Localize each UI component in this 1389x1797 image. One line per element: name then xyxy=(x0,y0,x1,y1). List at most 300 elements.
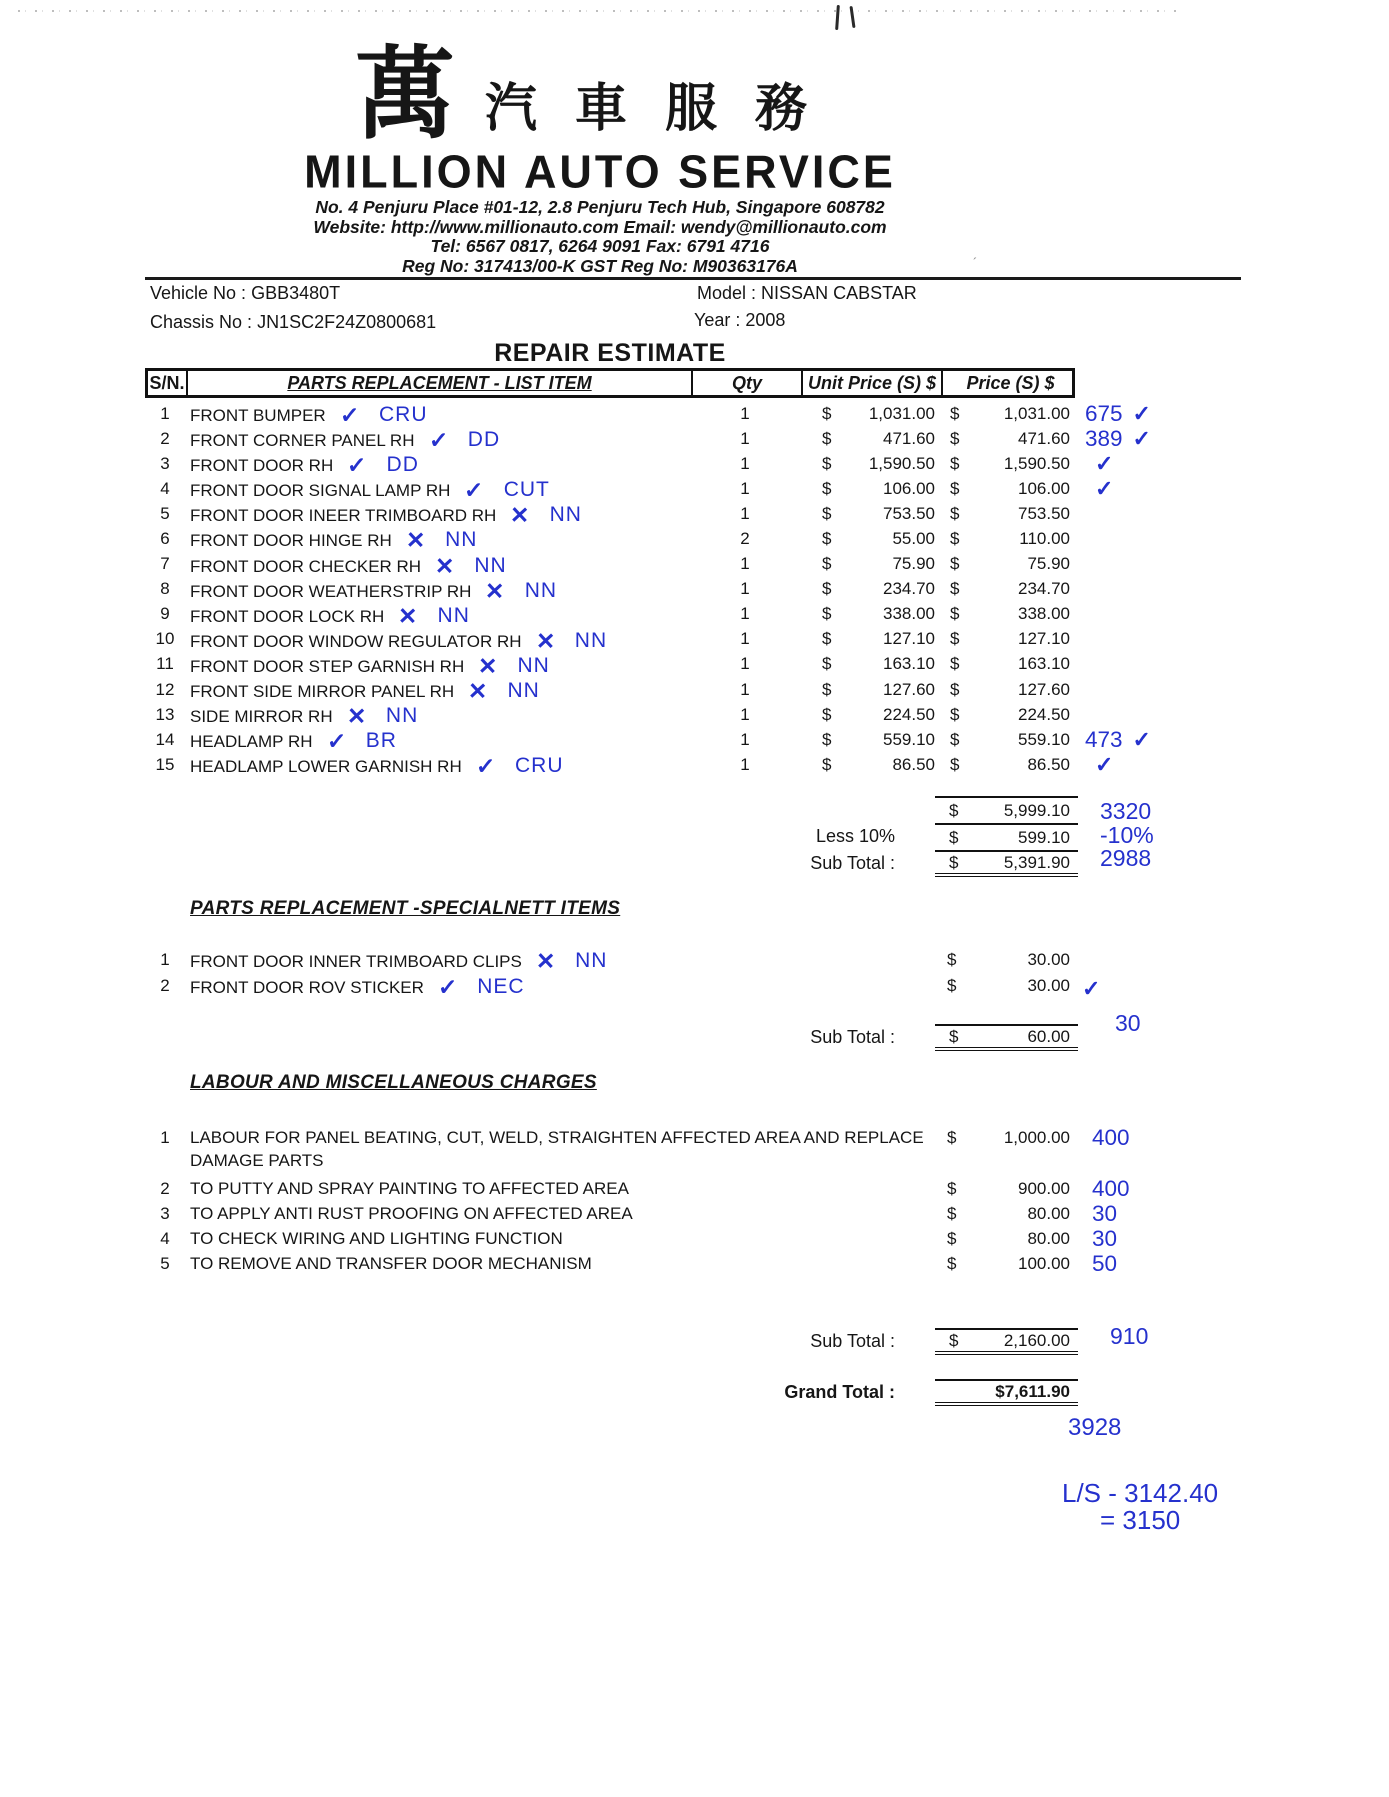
unit-price-value: 224.50 xyxy=(883,704,935,724)
less-10-box xyxy=(935,823,1078,850)
special-section-body xyxy=(145,946,1378,1001)
currency-symbol: $ xyxy=(950,604,960,624)
labour-item-row xyxy=(145,1227,1378,1252)
row-price-cell xyxy=(935,976,1078,996)
handwritten-ls-line2: = 3150 xyxy=(1100,1505,1181,1535)
handwritten-price-note xyxy=(1075,702,1378,728)
model-label: Model : xyxy=(697,283,757,303)
handwritten-damage-code: NN xyxy=(437,603,470,627)
unit-price-value: 559.10 xyxy=(883,729,935,749)
row-item-cell xyxy=(185,425,690,452)
col-header-qty: Qty xyxy=(693,371,803,395)
currency-symbol: $ xyxy=(950,528,960,548)
currency-symbol: $ xyxy=(822,478,832,498)
handwritten-mark: ✓ xyxy=(463,476,485,504)
handwritten-check: ✓ xyxy=(1132,425,1151,451)
handwritten-check: ✓ xyxy=(1095,450,1114,476)
parts-table-row xyxy=(145,400,1378,429)
row-qty: 1 xyxy=(740,704,750,724)
handwritten-damage-code: NN xyxy=(445,528,478,552)
price-value: 30.00 xyxy=(1027,975,1070,995)
row-price-cell xyxy=(935,1202,1078,1225)
row-serial: 14 xyxy=(155,729,175,749)
currency-symbol: $ xyxy=(950,729,960,749)
page-title: REPAIR ESTIMATE xyxy=(494,339,726,367)
currency-symbol: $ xyxy=(947,975,957,995)
row-qty: 1 xyxy=(740,629,750,649)
labour-section-title: LABOUR AND MISCELLANEOUS CHARGES xyxy=(190,1072,597,1093)
handwritten-adjusted-price: 400 xyxy=(1092,1125,1130,1150)
handwritten-mark: ✓ xyxy=(339,401,360,429)
handwritten-damage-code: BR xyxy=(365,729,397,753)
row-item-cell xyxy=(185,726,690,753)
handwritten-damage-code: CRU xyxy=(378,403,428,426)
handwritten-mark: ✕ xyxy=(535,947,556,975)
price-value: 471.60 xyxy=(1018,428,1070,448)
handwritten-price-note xyxy=(1075,601,1378,627)
price-value: 900.00 xyxy=(1018,1179,1070,1198)
currency-symbol: $ xyxy=(950,478,960,498)
row-serial: 13 xyxy=(155,704,175,724)
company-tel-fax: Tel: 6567 0817, 6264 9091 Fax: 6791 4716 xyxy=(430,236,770,256)
row-serial: 5 xyxy=(160,503,170,523)
handwritten-subtotal-note: 2988 xyxy=(1100,845,1152,871)
handwritten-adjusted-price: 30 xyxy=(1092,1226,1118,1251)
handwritten-mark: ✕ xyxy=(477,652,498,680)
row-unit-price-cell xyxy=(800,579,940,599)
parts-subtotal-label: Sub Total : xyxy=(810,853,895,873)
chassis-no-value: JN1SC2F24Z0800681 xyxy=(257,312,437,332)
row-qty: 1 xyxy=(740,428,750,448)
currency-symbol: $ xyxy=(822,629,832,649)
handwritten-check: ✓ xyxy=(1082,975,1101,1001)
currency-symbol: $ xyxy=(950,704,960,724)
price-value: 224.50 xyxy=(1018,704,1070,724)
handwritten-ls-calculation xyxy=(1062,1480,1218,1534)
handwritten-mark: ✕ xyxy=(397,602,419,630)
parts-subtotal-value: 5,391.90 xyxy=(1003,852,1070,872)
row-item-cell xyxy=(185,701,690,728)
item-description: FRONT SIDE MIRROR PANEL RH xyxy=(190,682,455,702)
unit-price-value: 1,590.50 xyxy=(868,453,935,473)
handwritten-price-note xyxy=(1075,476,1378,502)
row-price-cell xyxy=(940,680,1075,700)
letterhead xyxy=(150,36,1050,276)
item-description: HEADLAMP LOWER GARNISH RH xyxy=(190,757,462,777)
handwritten-check: ✓ xyxy=(1132,400,1151,426)
price-value: 559.10 xyxy=(1018,729,1070,749)
item-description: FRONT DOOR RH xyxy=(190,456,334,476)
handwritten-damage-code: DD xyxy=(386,453,419,477)
row-qty: 1 xyxy=(740,453,750,473)
row-unit-price-cell xyxy=(800,404,940,424)
handwritten-damage-code: NEC xyxy=(477,975,525,998)
parts-table-row xyxy=(145,450,1378,479)
row-serial: 3 xyxy=(160,1204,170,1223)
currency-symbol: $ xyxy=(950,679,960,699)
currency-symbol: $ xyxy=(947,1128,957,1147)
item-description: HEADLAMP RH xyxy=(190,732,313,752)
labour-item-row xyxy=(145,1202,1378,1227)
handwritten-damage-code: NN xyxy=(385,704,419,728)
special-item-row xyxy=(145,946,1378,975)
row-unit-price-cell xyxy=(800,680,940,700)
row-price-cell xyxy=(935,1177,1078,1200)
row-price-cell xyxy=(940,579,1075,599)
unit-price-value: 753.50 xyxy=(883,503,935,523)
handwritten-adjusted-price: 50 xyxy=(1092,1251,1118,1276)
vehicle-no-value: GBB3480T xyxy=(251,283,341,303)
currency-symbol: $ xyxy=(947,1179,957,1198)
item-description: FRONT CORNER PANEL RH xyxy=(190,431,415,451)
price-value: 75.90 xyxy=(1027,554,1070,574)
price-value: 86.50 xyxy=(1027,754,1070,774)
handwritten-check: ✓ xyxy=(1132,726,1151,752)
price-value: 127.60 xyxy=(1018,679,1070,699)
labour-item-row xyxy=(145,1252,1378,1277)
row-price-cell xyxy=(940,454,1075,474)
row-serial: 1 xyxy=(160,403,170,423)
price-value: 1,031.00 xyxy=(1003,403,1070,423)
parts-table-row xyxy=(145,601,1378,630)
handwritten-adjusted-price: 30 xyxy=(1092,1201,1118,1226)
handwritten-mark: ✕ xyxy=(485,577,506,604)
handwritten-damage-code: DD xyxy=(467,428,501,452)
labour-description: TO APPLY ANTI RUST PROOFING ON AFFECTED AREA xyxy=(190,1204,633,1223)
parts-table-header xyxy=(145,368,1075,398)
parts-table-row xyxy=(145,726,1378,755)
item-description: FRONT DOOR HINGE RH xyxy=(190,531,392,551)
price-value: 753.50 xyxy=(1018,503,1070,523)
handwritten-price-note xyxy=(1075,626,1378,652)
special-section-title: PARTS REPLACEMENT -SPECIALNETT ITEMS xyxy=(190,898,621,919)
handwritten-labour-subtotal-note: 910 xyxy=(1110,1323,1149,1349)
currency-symbol: $ xyxy=(822,453,832,473)
labour-description: LABOUR FOR PANEL BEATING, CUT, WELD, STRAIGHTEN AFFECTED AREA AND REPLACE DAMAGE PARTS xyxy=(190,1128,924,1170)
handwritten-price-note xyxy=(1075,551,1378,577)
less-10-value: 599.10 xyxy=(1018,827,1070,847)
handwritten-special-subtotal-note: 30 xyxy=(1115,1010,1141,1036)
row-item-cell xyxy=(185,475,690,502)
grand-total-value: $7,611.90 xyxy=(995,1381,1070,1401)
item-description: FRONT DOOR LOCK RH xyxy=(190,606,385,626)
currency-symbol: $ xyxy=(950,579,960,599)
row-serial: 1 xyxy=(160,1128,170,1147)
row-qty: 1 xyxy=(740,554,750,574)
unit-price-value: 163.10 xyxy=(883,654,935,674)
row-serial: 8 xyxy=(160,579,170,599)
row-qty: 1 xyxy=(740,403,750,423)
row-unit-price-cell xyxy=(800,454,940,474)
item-description: FRONT DOOR INNER TRIMBOARD CLIPS xyxy=(190,952,522,971)
handwritten-price-note xyxy=(1075,576,1378,602)
labour-subtotal-box xyxy=(935,1328,1078,1355)
handwritten-price-note xyxy=(1075,526,1378,552)
row-price-cell xyxy=(940,404,1075,424)
handwritten-adjusted-price: 389 xyxy=(1085,425,1123,451)
unit-price-value: 86.50 xyxy=(892,754,935,774)
row-unit-price-cell xyxy=(800,654,940,674)
parts-table-row xyxy=(145,425,1378,454)
handwritten-damage-code: NN xyxy=(507,679,540,703)
currency-symbol: $ xyxy=(950,629,960,649)
row-price-cell xyxy=(940,705,1075,725)
row-item-cell xyxy=(185,551,690,578)
handwritten-check: ✓ xyxy=(1095,475,1114,501)
item-description: FRONT DOOR CHECKER RH xyxy=(190,556,422,576)
row-serial: 2 xyxy=(160,1179,170,1198)
handwritten-check: ✓ xyxy=(1095,751,1114,777)
parts-table-row xyxy=(145,576,1378,604)
row-qty: 1 xyxy=(740,604,750,624)
header-divider xyxy=(145,277,1241,280)
unit-price-value: 471.60 xyxy=(883,428,935,448)
currency-symbol: $ xyxy=(822,654,832,674)
handwritten-ls-line1: L/S - 3142.40 xyxy=(1062,1478,1219,1508)
row-qty: 1 xyxy=(740,654,750,674)
handwritten-damage-code: CRU xyxy=(515,754,564,778)
handwritten-grand-total-note: 3928 xyxy=(1068,1414,1122,1441)
chinese-logo xyxy=(150,36,1050,152)
currency-symbol: $ xyxy=(949,1330,959,1350)
chassis-no-label: Chassis No : xyxy=(150,312,253,332)
row-serial: 6 xyxy=(160,528,170,548)
handwritten-damage-code: NN xyxy=(517,653,550,677)
handwritten-price-note xyxy=(1075,401,1378,427)
item-description: SIDE MIRROR RH xyxy=(190,707,333,727)
currency-symbol: $ xyxy=(949,800,959,820)
price-value: 80.00 xyxy=(1027,1229,1070,1248)
parts-table-row xyxy=(145,475,1378,504)
row-price-cell xyxy=(935,1126,1078,1149)
unit-price-value: 1,031.00 xyxy=(868,403,935,423)
unit-price-value: 234.70 xyxy=(883,579,935,599)
price-value: 106.00 xyxy=(1018,478,1070,498)
row-unit-price-cell xyxy=(800,479,940,499)
price-value: 234.70 xyxy=(1018,579,1070,599)
handwritten-mark: ✓ xyxy=(475,752,496,780)
row-price-cell xyxy=(935,950,1078,970)
labour-description: TO REMOVE AND TRANSFER DOOR MECHANISM xyxy=(190,1254,592,1273)
row-serial: 7 xyxy=(160,554,170,574)
labour-description: TO CHECK WIRING AND LIGHTING FUNCTION xyxy=(190,1229,563,1248)
row-unit-price-cell xyxy=(800,554,940,574)
row-price-cell xyxy=(940,479,1075,499)
model-field xyxy=(697,283,917,304)
row-serial: 3 xyxy=(160,453,170,473)
row-serial: 15 xyxy=(155,754,175,774)
row-serial: 2 xyxy=(160,428,170,448)
row-item-cell xyxy=(185,626,690,653)
row-price-cell xyxy=(940,554,1075,574)
row-price-cell xyxy=(940,755,1075,775)
price-value: 127.10 xyxy=(1018,629,1070,649)
parts-gross-total-value: 5,999.10 xyxy=(1003,800,1070,820)
currency-symbol: $ xyxy=(950,403,960,423)
parts-table-row xyxy=(145,500,1378,529)
handwritten-mark: ✕ xyxy=(535,627,556,655)
price-value: 1,000.00 xyxy=(1003,1128,1070,1147)
handwritten-price-note xyxy=(1075,752,1378,778)
row-qty: 2 xyxy=(740,528,750,548)
row-price-cell xyxy=(940,730,1075,750)
row-price-cell xyxy=(935,1227,1078,1250)
currency-symbol: $ xyxy=(950,554,960,574)
grand-total-label: Grand Total : xyxy=(784,1382,895,1402)
row-item-cell xyxy=(185,651,690,678)
scan-noise-line xyxy=(18,10,1178,12)
row-unit-price-cell xyxy=(800,705,940,725)
currency-symbol: $ xyxy=(947,1204,957,1223)
row-serial: 2 xyxy=(160,975,170,995)
special-subtotal-value: 60.00 xyxy=(1027,1026,1070,1046)
row-serial: 1 xyxy=(160,949,170,969)
parts-gross-total-box xyxy=(935,796,1078,823)
vehicle-no-label: Vehicle No : xyxy=(150,283,247,303)
row-unit-price-cell xyxy=(800,504,940,524)
labour-item-row xyxy=(145,1126,1378,1172)
parts-table-row xyxy=(145,701,1378,730)
row-price-cell xyxy=(940,504,1075,524)
row-item-cell xyxy=(185,751,690,778)
row-item-cell xyxy=(185,946,935,973)
currency-symbol: $ xyxy=(822,604,832,624)
currency-symbol: $ xyxy=(822,754,832,774)
handwritten-mark: ✕ xyxy=(434,552,455,579)
row-qty: 1 xyxy=(740,503,750,523)
price-value: 110.00 xyxy=(1019,528,1070,548)
handwritten-less-note: -10% xyxy=(1100,822,1154,848)
currency-symbol: $ xyxy=(950,754,960,774)
currency-symbol: $ xyxy=(950,428,960,448)
handwritten-adjusted-price: 675 xyxy=(1085,400,1123,426)
row-unit-price-cell xyxy=(800,730,940,750)
handwritten-mark: ✕ xyxy=(405,527,426,554)
parts-table-row xyxy=(145,651,1378,680)
row-item-cell xyxy=(185,525,690,552)
currency-symbol: $ xyxy=(950,503,960,523)
handwritten-gross-note: 3320 xyxy=(1100,798,1152,824)
row-price-cell xyxy=(940,429,1075,449)
currency-symbol: $ xyxy=(822,704,832,724)
special-subtotal-label: Sub Total : xyxy=(810,1027,895,1047)
unit-price-value: 338.00 xyxy=(883,604,935,624)
row-item-cell xyxy=(185,676,690,703)
year-label: Year : xyxy=(694,310,741,330)
row-serial: 4 xyxy=(160,1229,170,1248)
row-qty: 1 xyxy=(740,478,750,498)
handwritten-mark: ✕ xyxy=(346,702,367,730)
row-qty: 1 xyxy=(740,579,750,599)
currency-symbol: $ xyxy=(822,428,832,448)
company-name: MILLION AUTO SERVICE xyxy=(304,145,896,198)
row-price-cell xyxy=(940,654,1075,674)
labour-subtotal-label: Sub Total : xyxy=(810,1331,895,1351)
row-serial: 9 xyxy=(160,604,170,624)
row-item-cell xyxy=(185,601,690,628)
chinese-logo-small-chars: 汽車服務 xyxy=(484,77,845,139)
row-serial: 5 xyxy=(160,1254,170,1273)
labour-item-row xyxy=(145,1177,1378,1202)
special-item-row xyxy=(145,972,1378,1001)
handwritten-adjusted-price: 473 xyxy=(1085,726,1123,752)
row-qty: 1 xyxy=(740,679,750,699)
item-description: FRONT DOOR SIGNAL LAMP RH xyxy=(190,481,451,501)
row-unit-price-cell xyxy=(800,529,940,549)
chinese-logo-big-char: 萬 xyxy=(354,35,455,153)
handwritten-price-note xyxy=(1075,501,1378,527)
row-item-cell xyxy=(185,972,935,999)
company-reg-numbers: Reg No: 317413/00-K GST Reg No: M90363176A xyxy=(402,255,798,276)
item-description: FRONT DOOR ROV STICKER xyxy=(190,978,424,997)
currency-symbol: $ xyxy=(950,654,960,674)
item-description: FRONT BUMPER xyxy=(190,406,326,425)
chassis-no-field xyxy=(150,312,436,333)
row-qty: 1 xyxy=(740,729,750,749)
currency-symbol: $ xyxy=(947,949,957,969)
price-value: 338.00 xyxy=(1018,604,1070,624)
price-value: 80.00 xyxy=(1027,1204,1070,1223)
col-header-item: PARTS REPLACEMENT - LIST ITEM xyxy=(188,371,693,395)
handwritten-damage-code: NN xyxy=(549,503,582,527)
scan-speck: ´ xyxy=(973,255,978,270)
row-serial: 11 xyxy=(156,654,174,674)
unit-price-value: 106.00 xyxy=(883,478,935,498)
currency-symbol: $ xyxy=(949,852,959,872)
price-value: 1,590.50 xyxy=(1003,453,1070,473)
handwritten-mark: ✕ xyxy=(509,502,531,529)
handwritten-price-note xyxy=(1075,677,1378,703)
currency-symbol: $ xyxy=(822,528,832,548)
row-unit-price-cell xyxy=(800,629,940,649)
handwritten-price-note xyxy=(1075,651,1378,677)
handwritten-damage-code: NN xyxy=(575,949,608,972)
item-description: FRONT DOOR WEATHERSTRIP RH xyxy=(190,581,472,601)
row-unit-price-cell xyxy=(800,604,940,624)
item-description: FRONT DOOR WINDOW REGULATOR RH xyxy=(190,631,522,651)
price-value: 163.10 xyxy=(1018,654,1070,674)
currency-symbol: $ xyxy=(822,679,832,699)
row-price-cell xyxy=(940,629,1075,649)
row-qty: 1 xyxy=(740,754,750,774)
grand-total-box xyxy=(935,1379,1078,1406)
handwritten-price-note xyxy=(1075,727,1378,753)
parts-subtotal-box xyxy=(935,850,1078,877)
pen-stroke-artifact xyxy=(835,5,840,30)
currency-symbol: $ xyxy=(822,554,832,574)
handwritten-damage-code: NN xyxy=(474,553,507,577)
handwritten-mark: ✓ xyxy=(428,426,449,454)
less-10-label: Less 10% xyxy=(815,826,895,846)
handwritten-mark: ✓ xyxy=(326,727,347,755)
row-price-cell xyxy=(935,1252,1078,1275)
currency-symbol: $ xyxy=(949,827,959,847)
item-description: FRONT DOOR STEP GARNISH RH xyxy=(190,656,465,676)
unit-price-value: 127.60 xyxy=(883,679,935,699)
currency-symbol: $ xyxy=(947,1229,957,1248)
vehicle-no-field xyxy=(150,283,340,304)
currency-symbol: $ xyxy=(822,503,832,523)
handwritten-price-note xyxy=(1075,426,1378,452)
handwritten-damage-code: NN xyxy=(524,578,558,602)
price-value: 30.00 xyxy=(1027,949,1070,969)
special-subtotal-box xyxy=(935,1024,1078,1051)
handwritten-mark: ✓ xyxy=(437,973,458,1001)
labour-description: TO PUTTY AND SPRAY PAINTING TO AFFECTED AREA xyxy=(190,1179,629,1198)
row-serial: 4 xyxy=(160,478,170,498)
parts-table-row xyxy=(145,626,1378,655)
parts-table-row xyxy=(145,551,1378,579)
